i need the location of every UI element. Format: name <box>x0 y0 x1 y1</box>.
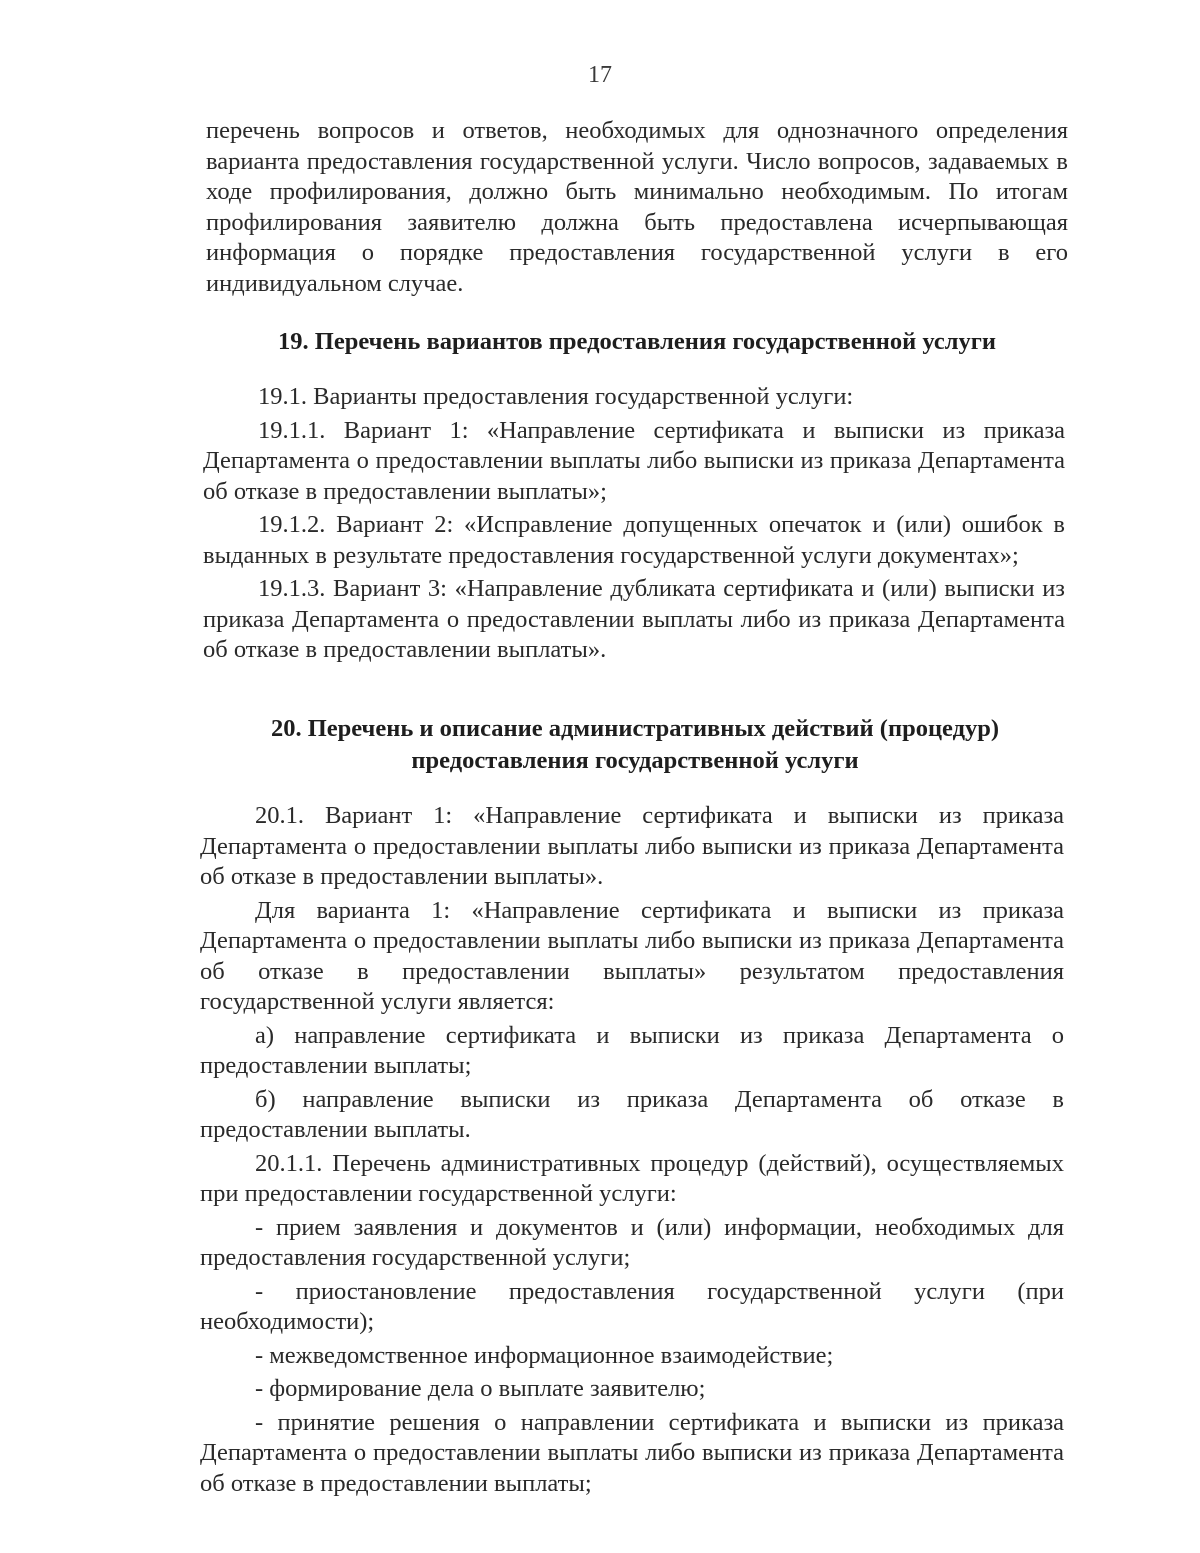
section-19-heading <box>210 326 1064 358</box>
section-20-body <box>200 801 1064 1499</box>
section-20-paragraph-procedures: 20.1.1. Перечень административных процедур (действий), осуществляемых при предоставлении государственной услуги: <box>200 1149 1064 1207</box>
section-19-body <box>203 382 1065 666</box>
intro-paragraph-block <box>206 116 1068 299</box>
section-20-bullet-4: - формирование дела о выплате заявителю; <box>255 1375 706 1402</box>
section-19-paragraph-4: 19.1.3. Вариант 3: «Направление дубликата сертификата и (или) выписки из приказа Департамента о предоставлении выплаты либо из приказа Департамента об отказе в предоставлении выплаты». <box>203 575 1065 663</box>
section-20-bullet-1: - прием заявления и документов и (или) информации, необходимых для предоставления государственной услуги; <box>200 1213 1064 1271</box>
section-20-heading-line-2: предоставления государственной услуги <box>411 747 859 774</box>
section-20-paragraph-2: Для варианта 1: «Направление сертификата и выписки из приказа Департамента о предоставлении выплаты либо выписки из приказа Департамента об отказе в предоставлении выплаты» результатом предоставления государственной услуги является: <box>200 896 1064 1015</box>
section-20-bullet-2: - приостановление предоставления государственной услуги (при необходимости); <box>200 1277 1064 1335</box>
section-20-list-item-b: б) направление выписки из приказа Департамента об отказе в предоставлении выплаты. <box>200 1085 1064 1143</box>
section-19-paragraph-1: 19.1. Варианты предоставления государственной услуги: <box>258 383 854 410</box>
section-20-heading-line-1: 20. Перечень и описание административных действий (процедур) <box>270 715 1000 742</box>
section-20-heading <box>206 713 1064 777</box>
section-20-bullet-5: - принятие решения о направлении сертификата и выписки из приказа Департамента о предоставлении выплаты либо выписки из приказа Департамента об отказе в предоставлении выплаты; <box>200 1408 1064 1497</box>
section-19-paragraph-3: 19.1.2. Вариант 2: «Исправление допущенных опечаток и (или) ошибок в выданных в результате предоставления государственной услуги документах»; <box>203 511 1065 569</box>
section-20-paragraph-1: 20.1. Вариант 1: «Направление сертификата и выписки из приказа Департамента о предоставлении выплаты либо выписки из приказа Департамента об отказе в предоставлении выплаты». <box>200 802 1064 890</box>
intro-paragraph: перечень вопросов и ответов, необходимых для однозначного определения варианта предоставления государственной услуги. Число вопросов, задаваемых в ходе профилирования, должно быть минимально необходимым. По итогам профилирования заявителю должна быть предоставлена исчерпывающая информация о порядке предоставления государственной услуги в его индивидуальном случае. <box>206 117 1068 297</box>
section-20-list-item-a: а) направление сертификата и выписки из приказа Департамента о предоставлении выплаты; <box>200 1021 1064 1079</box>
section-19-paragraph-2: 19.1.1. Вариант 1: «Направление сертификата и выписки из приказа Департамента о предоставлении выплаты либо выписки из приказа Департамента об отказе в предоставлении выплаты»; <box>203 416 1065 505</box>
section-20-bullet-3: - межведомственное информационное взаимодействие; <box>255 1341 834 1369</box>
page-number: 17 <box>588 62 612 88</box>
section-19-heading-text: 19. Перечень вариантов предоставления государственной услуги <box>278 328 996 355</box>
